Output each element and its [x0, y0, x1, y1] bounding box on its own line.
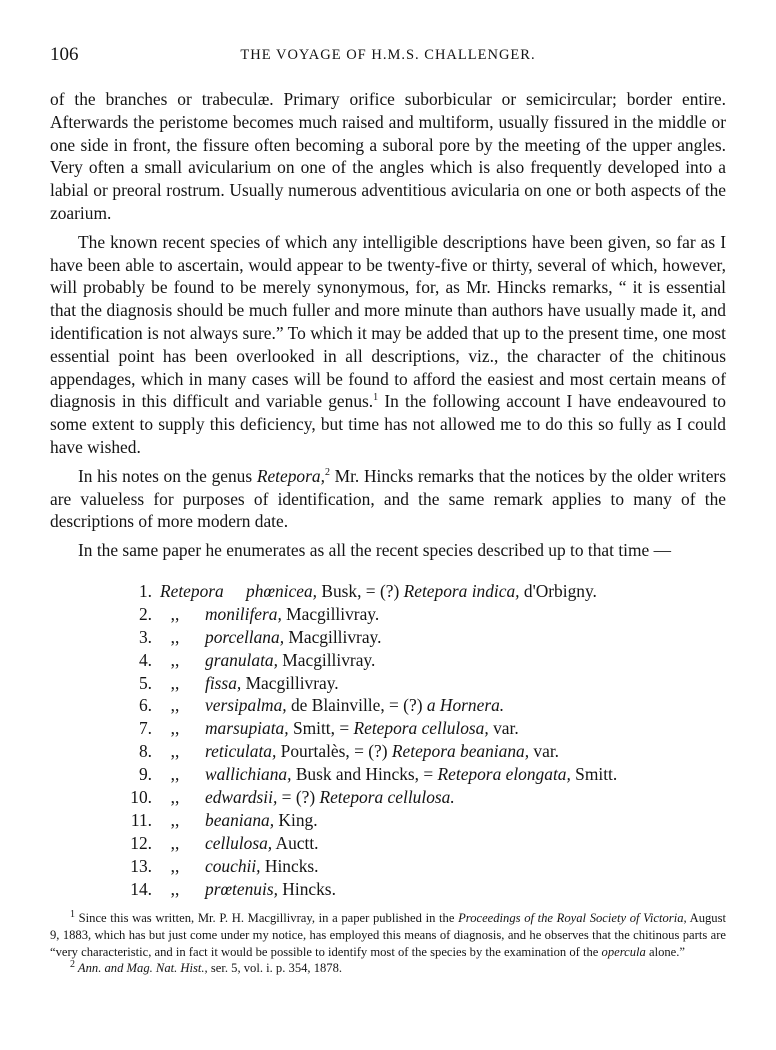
list-item-description — [205, 878, 336, 901]
paragraph-3-genus: Retepora, — [256, 465, 325, 486]
species-epithet: granulata, — [205, 649, 278, 670]
species-epithet: cellulosa, — [205, 832, 273, 853]
paragraph-1: of the branches or trabeculæ. Primary orifice suborbicular or semicircular; border entire. Afterwards the peristome becomes much raised and multiform, usually fissured in the middle or one side in front, the fissure often becoming a suboral pore by the meeting of the upper angles. Very often a small avicularium on one of the angles which is also frequently developed into a labial or preoral rostrum. Usually numerous adventitious avicularia on one or both aspects of the zoarium. — [50, 89, 726, 223]
species-list-item — [100, 580, 700, 603]
paragraph-4: In the same paper he enumerates as all the recent species described up to that time — — [78, 540, 671, 561]
authority-text: Busk, = (?) — [317, 581, 404, 601]
species-epithet: edwardsii, — [205, 787, 278, 808]
paragraph-2-text-b: In the following account I have endeavoured to some extent to supply this deficiency, but time has not allowed me to do this so fully as I could have wished. — [50, 391, 726, 457]
species-list — [100, 580, 700, 900]
footnote-ref-2: 2 — [324, 466, 330, 478]
species-list-item — [100, 672, 700, 695]
page-number: 106 — [50, 44, 79, 65]
species-list-item — [100, 786, 700, 809]
list-item-description — [205, 832, 319, 855]
synonym-name: a Hornera. — [426, 695, 505, 716]
list-item-description — [205, 809, 318, 832]
list-item-number: 8. — [138, 741, 152, 762]
authority-text: Hincks. — [260, 855, 319, 876]
species-list-item — [100, 626, 700, 649]
list-item-number: 9. — [138, 764, 152, 785]
species-epithet: reticulata, — [205, 741, 277, 762]
authority-text: Macgillivray. — [277, 649, 376, 670]
paragraph-3 — [50, 465, 726, 533]
footnote-2-journal: Ann. and Mag. Nat. Hist., — [75, 961, 208, 976]
running-title: THE VOYAGE OF H.M.S. CHALLENGER. — [240, 47, 536, 63]
synonym-authority: Smitt. — [570, 764, 618, 785]
authority-text: de Blainville, = (?) — [286, 695, 427, 716]
synonym-authority: d'Orbigny. — [519, 581, 597, 601]
ditto-mark: ,, — [170, 649, 180, 670]
species-list-item — [100, 855, 700, 878]
synonym-authority: var. — [488, 718, 519, 739]
species-epithet: beaniana, — [205, 809, 275, 830]
list-item-description — [205, 740, 559, 763]
authority-text: Macgillivray. — [241, 672, 339, 693]
list-item-description — [205, 603, 379, 626]
ditto-mark: ,, — [170, 855, 180, 876]
footnote-2-text: ser. 5, vol. i. p. 354, 1878. — [207, 961, 343, 976]
paragraph-3-text-a: In his notes on the genus — [78, 465, 257, 486]
list-item-number: 1. — [138, 581, 152, 601]
species-list-item — [100, 832, 700, 855]
list-item-number: 5. — [138, 672, 152, 693]
species-epithet: porcellana, — [205, 626, 285, 647]
species-list-item — [100, 809, 700, 832]
ditto-mark: ,, — [170, 718, 180, 739]
list-item-description — [205, 717, 519, 740]
paragraph-3-text-b: Mr. Hincks remarks that the notices by the older writers are valueless for purposes of identification, and the same remark applies to many of the descriptions of more modern date. — [50, 465, 726, 532]
authority-text: Macgillivray. — [281, 603, 380, 624]
footnote-1-text-b: August 9, 1883, which has but just come under my notice, has employed this means of diagnosis, and he observes that the chitinous parts are “very characteristic, and in fact it would be possible to identify most of the species by the examination of the — [50, 911, 726, 959]
list-item-description — [205, 763, 617, 786]
authority-text: Hincks. — [277, 878, 336, 899]
paragraph-2 — [50, 231, 726, 459]
species-epithet: fissa, — [205, 672, 242, 693]
species-list-item — [100, 694, 700, 717]
authority-text: = (?) — [277, 787, 320, 808]
synonym-authority: var. — [529, 741, 560, 762]
species-list-item — [100, 740, 700, 763]
ditto-mark: ,, — [170, 626, 180, 647]
list-item-description — [246, 580, 597, 603]
species-epithet: monilifera, — [205, 603, 282, 624]
synonym-name: Retepora beaniana, — [391, 741, 530, 762]
species-epithet: phœnicea, — [246, 581, 317, 601]
ditto-mark: ,, — [170, 878, 180, 899]
footnote-2 — [50, 960, 726, 977]
list-item-number: 3. — [138, 626, 152, 647]
synonym-name: Retepora cellulosa. — [319, 787, 455, 808]
species-epithet: versipalma, — [205, 695, 287, 716]
authority-text: Smitt, = — [288, 718, 354, 739]
ditto-mark: ,, — [170, 741, 180, 762]
list-item-description — [205, 626, 381, 649]
list-item-description — [205, 649, 375, 672]
genus-name: Retepora — [160, 581, 224, 601]
footnote-1-text-c: alone.” — [645, 944, 685, 959]
synonym-name: Retepora elongata, — [437, 764, 571, 785]
species-list-item — [100, 717, 700, 740]
list-item-number: 12. — [130, 832, 152, 853]
authority-text: Busk and Hincks, = — [291, 764, 438, 785]
ditto-mark: ,, — [170, 787, 180, 808]
footnote-1-mark: 1 — [70, 908, 75, 920]
list-item-number: 2. — [138, 603, 152, 624]
ditto-mark: ,, — [170, 764, 180, 785]
synonym-name: Retepora cellulosa, — [353, 718, 489, 739]
footnote-2-mark: 2 — [70, 959, 75, 971]
ditto-mark: ,, — [170, 809, 180, 830]
ditto-mark: ,, — [170, 695, 180, 716]
list-item-number: 6. — [138, 695, 152, 716]
list-item-number: 10. — [130, 787, 152, 808]
authority-text: Pourtalès, = (?) — [276, 741, 392, 762]
footnote-1-text-a: Since this was written, Mr. P. H. Macgillivray, in a paper published in the — [75, 911, 459, 925]
species-list-item — [100, 649, 700, 672]
list-item-number: 11. — [130, 809, 152, 830]
species-epithet: wallichiana, — [205, 764, 292, 785]
list-item-description — [205, 786, 455, 809]
species-epithet: marsupiata, — [205, 718, 289, 739]
list-item-number: 14. — [130, 878, 152, 899]
ditto-mark: ,, — [170, 672, 180, 693]
list-item-number: 4. — [138, 649, 152, 670]
footnotes — [50, 910, 726, 977]
list-item-description — [205, 694, 504, 717]
ditto-mark: ,, — [170, 832, 180, 853]
footnote-1-opercula: opercula — [601, 944, 646, 959]
species-epithet: couchii, — [205, 855, 261, 876]
list-item-description — [205, 855, 319, 878]
ditto-mark: ,, — [170, 603, 180, 624]
authority-text: Auctt. — [272, 832, 319, 853]
paragraph-2-text-a: The known recent species of which any intelligible descriptions have been given, so far as I have been able to ascertain, would appear to be twenty-five or thirty, several of which, however, will probably be found to be merely synonymous, for, as Mr. Hincks remarks, “ it is essential that the diagnosis should be much fuller and more minute than authors have usually made it, and identification is not always sure.” To which it may be added that up to the present time, one most essential point has been overlooked in all descriptions, viz., the character of the chitinous appendages, which in many cases will be found to afford the easiest and most certain means of diagnosis in this difficult and variable genus. — [50, 231, 726, 412]
synonym-name: Retepora indica, — [403, 581, 520, 601]
authority-text: King. — [274, 809, 318, 830]
species-list-item — [100, 603, 700, 626]
list-item-number: 13. — [130, 855, 152, 876]
list-item-description — [205, 672, 339, 695]
species-list-item — [100, 763, 700, 786]
species-epithet: prœtenuis, — [205, 878, 278, 899]
species-list-item — [100, 878, 700, 901]
list-item-number: 7. — [138, 718, 152, 739]
footnote-ref-1: 1 — [373, 392, 379, 404]
footnote-1-journal: Proceedings of the Royal Society of Victoria, — [458, 911, 687, 925]
page-header — [50, 44, 726, 70]
authority-text: Macgillivray. — [284, 626, 382, 647]
footnote-1 — [50, 910, 726, 960]
body-text — [50, 88, 726, 562]
